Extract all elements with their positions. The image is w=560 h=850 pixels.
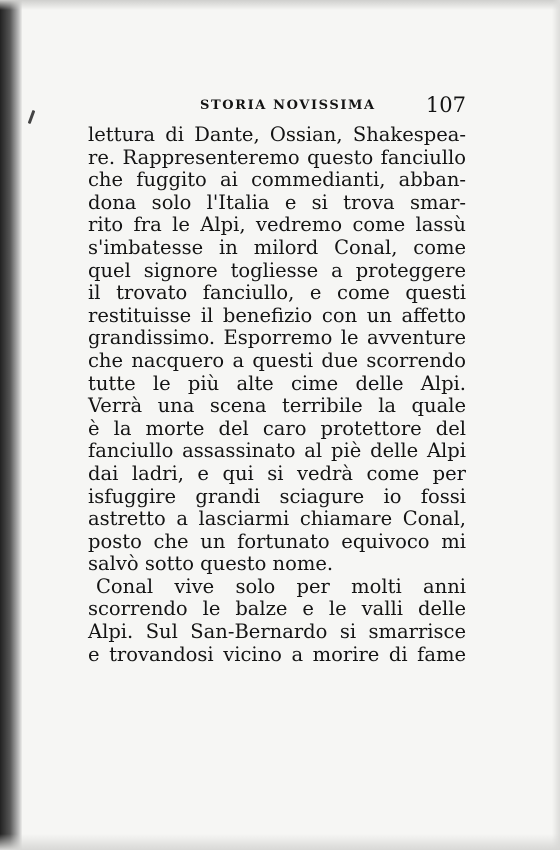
- page-top-edge: [0, 0, 560, 10]
- running-title: STORIA NOVISSIMA: [200, 98, 376, 113]
- text-line: restituisse il benefizio con un affetto: [88, 303, 466, 327]
- text-line: re. Rappresenteremo questo fanciullo: [88, 145, 466, 169]
- text-line: che nacquero a questi due scorrendo: [88, 348, 466, 372]
- text-line: scorrendo le balze e le valli delle: [88, 597, 466, 621]
- text-line: rito fra le Alpi, vedremo come lassù: [88, 213, 466, 237]
- text-line: grandissimo. Esporremo le avventure: [88, 326, 466, 350]
- text-line: e trovandosi vicino a morire di fame: [88, 642, 466, 666]
- running-head: [88, 94, 466, 124]
- body-text: [88, 124, 466, 666]
- text-line: tutte le più alte cime delle Alpi.: [88, 371, 466, 395]
- page-content: [88, 94, 466, 666]
- text-line: astretto a lasciarmi chiamare Conal,: [88, 507, 466, 531]
- text-line: dona solo l'Italia e si trova smar-: [88, 190, 466, 214]
- text-line: salvò sotto questo nome.: [88, 552, 334, 576]
- page-number: 107: [425, 93, 466, 117]
- margin-mark: [28, 110, 36, 124]
- text-line: s'imbatesse in milord Conal, come: [88, 235, 466, 259]
- text-line: che fuggito ai commedianti, abban-: [88, 168, 466, 192]
- text-line: è la morte del caro protettore del: [88, 416, 466, 440]
- text-line: dai ladri, e qui si vedrà come per: [88, 461, 466, 485]
- text-line: lettura di Dante, Ossian, Shakespea-: [88, 123, 466, 146]
- text-line: isfuggire grandi sciagure io fossi: [88, 484, 466, 508]
- page-right-edge: [552, 0, 560, 850]
- text-line: posto che un fortunato equivoco mi: [88, 529, 466, 553]
- page-bottom-edge: [0, 834, 560, 850]
- text-line: Conal vive solo per molti anni: [96, 574, 466, 598]
- text-line: quel signore togliesse a proteggere: [88, 258, 466, 282]
- text-line: fanciullo assassinato al piè delle Alpi: [88, 439, 466, 463]
- book-binding-edge: [0, 0, 22, 850]
- text-line: Alpi. Sul San-Bernardo si smarrisce: [88, 620, 466, 644]
- text-line: Verrà una scena terribile la quale: [88, 394, 466, 418]
- text-line: il trovato fanciullo, e come questi: [88, 281, 466, 305]
